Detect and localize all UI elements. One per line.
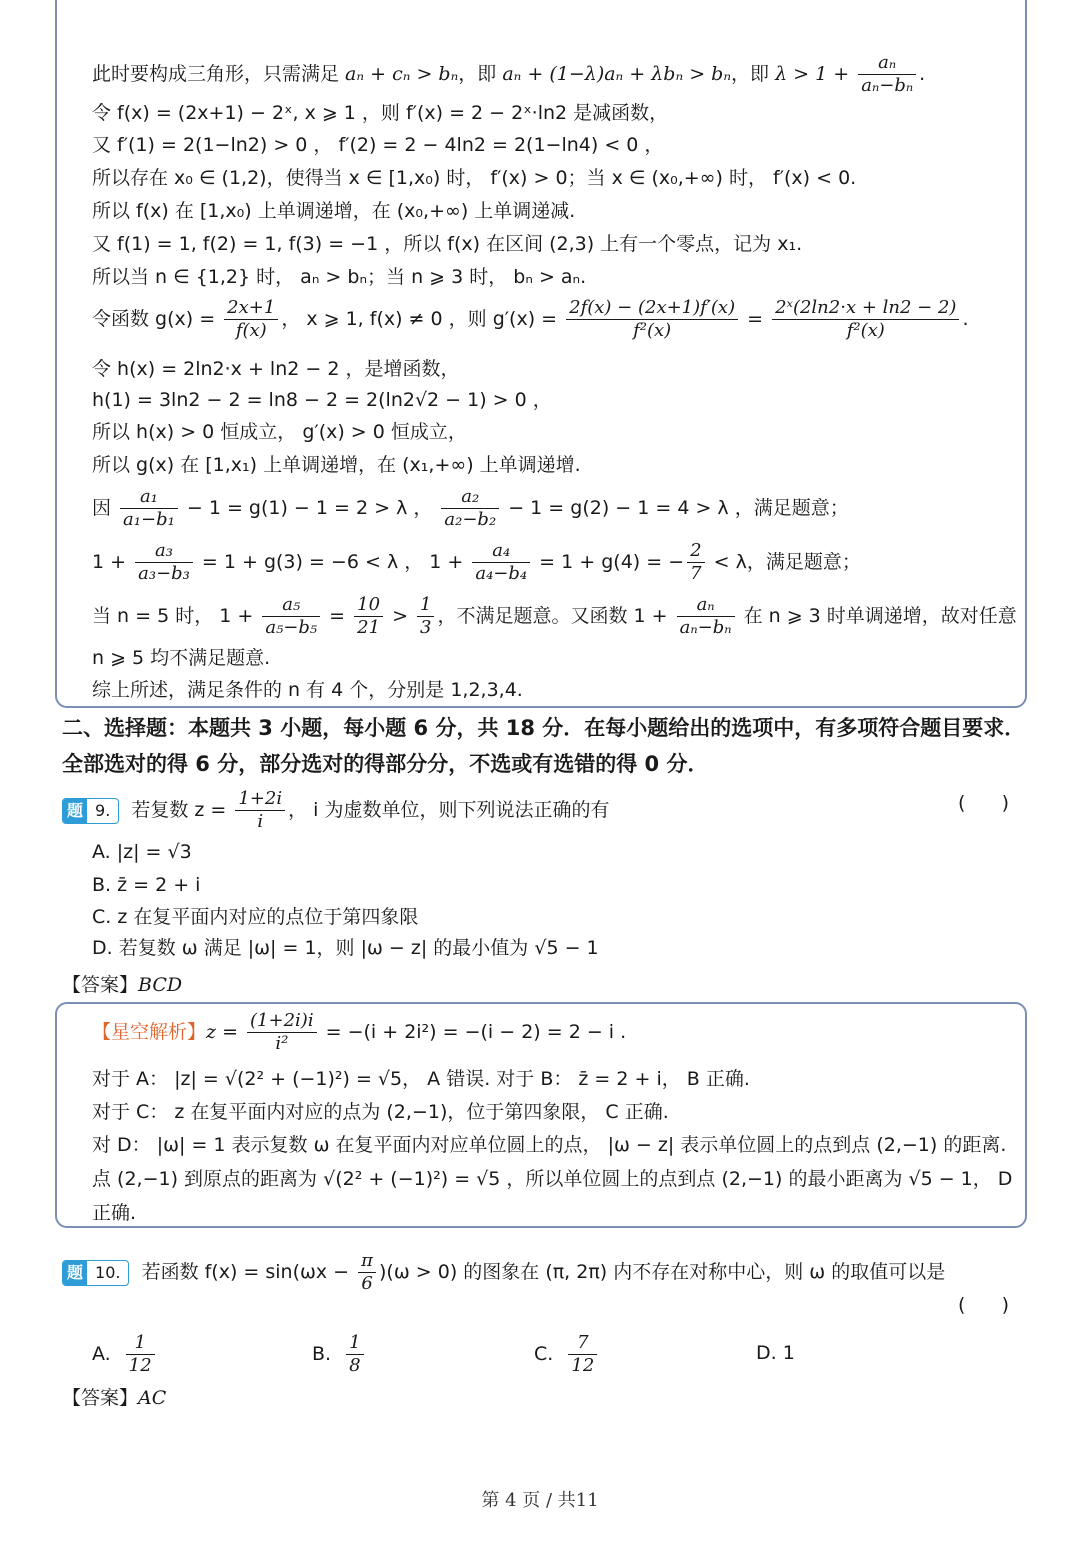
fraction: $\frac{7}{12}$: [568, 1332, 597, 1377]
analysis-label: 【星空解析】: [92, 1021, 207, 1043]
solution-line-15: 当 n = 5 时， 1 + $\frac{\text{a₅}}{\text{a₅−b₅}}$ = $\frac{10}{21}$ > $\frac{1}{3}$ ，不满足题意。又函数 1 + $\frac{\text{aₙ}}{\text{aₙ−bₙ}}$ 在 n ⩾ 3 时单调递增，故对任意: [92, 594, 1017, 638]
analysis-line-2: 对于 A： |z| = √(2² + (−1)²) = √5， A 错误. 对于 B： z̄ = 2 + i， B 正确.: [92, 1068, 750, 1090]
question-tag: 题 9.: [62, 798, 119, 824]
solution-line-4: 所以存在 x₀ ∈ (1,2)，使得当 x ∈ [1,x₀) 时， f′(x) > 0；当 x ∈ (x₀,+∞) 时， f′(x) < 0.: [92, 167, 857, 189]
fraction: $\frac{1}{3}$: [417, 594, 434, 639]
page-footer: 第 4 页 / 共11: [481, 1490, 599, 1511]
fraction: $\frac{1}{12}$: [126, 1332, 155, 1377]
analysis-line-4: 对 D： |ω| = 1 表示复数 ω 在复平面内对应单位圆上的点， |ω − z| 表示单位圆上的点到点 (2,−1) 的距离.: [92, 1134, 1007, 1156]
option-c: C. z 在复平面内对应的点位于第四象限: [92, 906, 419, 928]
solution-line-8: 令函数 g(x) = $\frac{2x+1}{f(x)}$ ， x ⩾ 1, f(x) ≠ 0 ，则 g′(x) = $\frac{2f(x) - (2x+1)f'(x)}{\text{f²(x)}}$ = $\frac{\text{2ˣ(2ln2·x + ln2 − 2)}}{\text{f²(x)}}$ .: [92, 297, 969, 341]
fraction: $\frac{1+2i}{i}$: [235, 788, 285, 833]
fraction: $\frac{(1+2i)i}{\text{i²}}$: [247, 1010, 317, 1055]
option-b: B. $\frac{1}{8}$: [312, 1332, 367, 1377]
solution-line-7: 所以当 n ∈ {1,2} 时， aₙ > bₙ；当 n ⩾ 3 时， bₙ > aₙ.: [92, 266, 587, 288]
question-9-answer: 【答案】BCD: [62, 974, 183, 996]
option-a: A. $\frac{1}{12}$: [92, 1332, 158, 1377]
fraction: $\frac{\text{aₙ}}{\text{aₙ−bₙ}}$: [858, 52, 916, 97]
question-10-answer: 【答案】AC: [62, 1387, 167, 1409]
fraction: $\frac{10}{21}$: [354, 594, 383, 639]
fraction: $\frac{1}{8}$: [346, 1332, 363, 1377]
solution-line-10: h(1) = 3ln2 − 2 = ln8 − 2 = 2(ln2√2 − 1) > 0 ，: [92, 389, 552, 411]
solution-line-16: n ⩾ 5 均不满足题意.: [92, 647, 271, 669]
fraction: $\frac{\text{a₅}}{\text{a₅−b₅}}$: [262, 594, 320, 639]
solution-line-1: 此时要构成三角形，只需满足 aₙ + cₙ > bₙ，即 aₙ + (1−λ)aₙ + λbₙ > bₙ，即 λ > 1 + $\frac{\text{aₙ}}{\text{aₙ−bₙ}}$ .: [92, 52, 926, 96]
analysis-line-5: 点 (2,−1) 到原点的距离为 √(2² + (−1)²) = √5 ，所以单位圆上的点到点 (2,−1) 的最小距离为 √5 − 1， D: [92, 1168, 1013, 1190]
solution-line-9: 令 h(x) = 2ln2·x + ln2 − 2 ，是增函数，: [92, 358, 460, 380]
fraction: $\frac{2f(x) - (2x+1)f'(x)}{\text{f²(x)}}$: [566, 297, 738, 342]
fraction: $\frac{\text{a₁}}{\text{a₁−b₁}}$: [120, 486, 178, 531]
option-d: D. 若复数 ω 满足 |ω| = 1，则 |ω − z| 的最小值为 √5 − 1: [92, 937, 599, 959]
fraction: $\frac{\text{a₂}}{\text{a₂−b₂}}$: [441, 486, 499, 531]
solution-line-5: 所以 f(x) 在 [1,x₀) 上单调递增，在 (x₀,+∞) 上单调递减.: [92, 200, 576, 222]
option-c: C. $\frac{7}{12}$: [534, 1332, 600, 1377]
solution-line-3: 又 f′(1) = 2(1−ln2) > 0 ， f′(2) = 2 − 4ln2 = 2(1−ln4) < 0 ，: [92, 134, 664, 156]
option-b: B. z̄ = 2 + i: [92, 874, 201, 896]
fraction: $\frac{\text{aₙ}}{\text{aₙ−bₙ}}$: [677, 594, 735, 639]
analysis-line-3: 对于 C： z 在复平面内对应的点为 (2,−1)，位于第四象限， C 正确.: [92, 1101, 669, 1123]
solution-line-11: 所以 h(x) > 0 恒成立， g′(x) > 0 恒成立，: [92, 421, 467, 443]
option-a: A. |z| = √3: [92, 841, 192, 863]
fraction: $\frac{2}{7}$: [687, 540, 704, 585]
fraction: $\frac{2x+1}{f(x)}$: [224, 297, 278, 342]
solution-line-14: 1 + $\frac{\text{a₃}}{\text{a₃−b₃}}$ = 1 + g(3) = −6 < λ ， 1 + $\frac{\text{a₄}}{\text{a₄−b₄}}$ = 1 + g(4) = − $\frac{2}{7}$ < λ，满足题意；: [92, 540, 861, 584]
fraction: $\frac{\text{a₄}}{\text{a₄−b₄}}$: [472, 540, 530, 585]
analysis-line-1: 【星空解析】z = $\frac{(1+2i)i}{\text{i²}}$ = −(i + 2i²) = −(i − 2) = 2 − i .: [92, 1010, 627, 1054]
fraction: $\frac{\text{a₃}}{\text{a₃−b₃}}$: [135, 540, 193, 585]
fraction: $\frac{\text{2ˣ(2ln2·x + ln2 − 2)}}{\text{f²(x)}}$: [772, 297, 959, 342]
question-9-stem: 题 9. 若复数 z = $\frac{1+2i}{i}$ ， i 为虚数单位，则下列说法正确的有: [62, 788, 610, 833]
question-tag: 题 10.: [62, 1260, 129, 1286]
fraction: $\frac{\pi}{6}$: [358, 1250, 376, 1295]
solution-line-12: 所以 g(x) 在 [1,x₁) 上单调递增，在 (x₁,+∞) 上单调递增.: [92, 454, 581, 476]
solution-line-6: 又 f(1) = 1, f(2) = 1, f(3) = −1 ，所以 f(x) 在区间 (2,3) 上有一个零点，记为 x₁.: [92, 233, 803, 255]
question-10-stem: 题 10. 若函数 f(x) = sin(ωx − $\frac{\pi}{6}$ )(ω > 0) 的图象在 (π, 2π) 内不存在对称中心，则 ω 的取值可以是: [62, 1250, 945, 1295]
solution-line-17: 综上所述，满足条件的 n 有 4 个，分别是 1,2,3,4.: [92, 679, 523, 701]
solution-line-13: 因 $\frac{\text{a₁}}{\text{a₁−b₁}}$ − 1 = g(1) − 1 = 2 > λ ， $\frac{\text{a₂}}{\text{a₂−b₂}}$ − 1 = g(2) − 1 = 4 > λ ，满足题意；: [92, 486, 849, 530]
answer-blank: ( ): [958, 1294, 1010, 1316]
section-heading: 二、选择题：本题共 3 小题，每小题 6 分，共 18 分．在每小题给出的选项中，有多项符合题目要求．全部选对的得 6 分，部分选对的得部分分，不选或有选错的得 0 分．: [62, 716, 1026, 776]
option-d: D. 1: [756, 1342, 795, 1364]
analysis-line-6: 正确.: [92, 1202, 137, 1224]
solution-line-2: 令 f(x) = (2x+1) − 2ˣ, x ⩾ 1 ，则 f′(x) = 2 − 2ˣ·ln2 是减函数，: [92, 102, 669, 124]
answer-blank: ( ): [958, 792, 1010, 814]
